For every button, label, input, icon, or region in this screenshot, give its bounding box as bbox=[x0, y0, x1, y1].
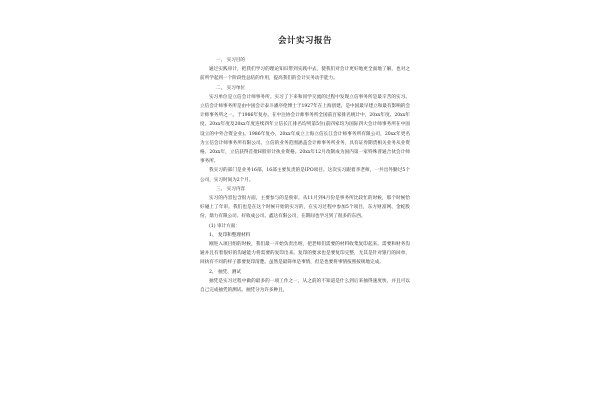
document-body bbox=[200, 34, 410, 295]
subheading-copying: 1、 复印和整理材料 bbox=[209, 232, 251, 238]
paragraph: 我实习的部门是业务16部，16部主要负责的是IPO项目。这次实习跟着李老师，一共出外勤过5个公司，实习时间为2个月。 bbox=[200, 168, 410, 183]
document-title: 会计实习报告 bbox=[277, 36, 332, 46]
paragraph: 通过实践审计，把我们学习的理论知识带到实践中去，使我们对会计更好地更全面地了解，也对之前所学起到一个阶段性总结的作用，提高我们的会计实务动手能力。 bbox=[200, 67, 410, 82]
subheading-sampling: 2、 抽凭、测试 bbox=[209, 269, 241, 275]
subheading-audit: (1) 审计方面： bbox=[209, 223, 240, 229]
paragraph: 实习的内容包含很方面，主要参与的是预审。从11月到4月份是事务所比较忙的时候，那个时候恰好碰上了年审。我们也是在这个时候开始的实习的，在实习过程中参加5个项目，东方财富网、金蛇股份、鼎力有限公司、好收成公司、鑫达有限公司，在期间也学习到了很多的东西。 bbox=[200, 196, 410, 220]
paragraph: 实习单位是立信会计师事务所。实习了下来和同学交流的过程中发现立信事务所是最辛苦的实习。立信会计师事务所是由中国会计泰斗潘序伦博士于1927年在上海创建，是中国最早建立和最有影响的会计师事务所之一。于1986年复办。在中注协会计师事务所全国前百家排名统计中，20xx年度、20xx年度、20xx年度及20xx年度连续四年立信长江排名均列第5位(前四家均为国际四大会计师事务所在中国设立的中外合资企业)。1986年复办，20xx年成立上海立信长江会计师事务所有限公司，20xx年更名为立信会计师事务所有限公司。立信的业务范围涵盖会计师事务所业务，具有证券期货相关业务从业资格。20xx年，立信获得首批H股审计执业资格。20xx年12月改制成为国内第一家特殊普通合伙会计师事务所。 bbox=[200, 94, 410, 165]
paragraph: 抽凭是实习过程中做的最多的一项工作之一，从之前的不知道是什么到后来抽得速度快，并且可以自己完成抽凭的测试。抽凭分为许多种且， bbox=[200, 278, 410, 294]
section-heading-purpose: 一、 实习目的 bbox=[216, 58, 246, 63]
section-heading-unit: 二、 实习单位 bbox=[216, 85, 246, 91]
paragraph: 刚进入项目组的时候，我们最一开始负责出纳，把老师们需要的材料收集复印起来。需要和财务沟通并且有着很好的沟通能力将需要的复印出来。复印的要求也是要复印完整，尤其是针对银行的回单，回执有不同的样子都要复印清楚。虽然是最简单是事情，但是也要将事情按照按规地完成。 bbox=[200, 242, 410, 266]
section-heading-content: 三、 实习内容 bbox=[216, 186, 246, 192]
